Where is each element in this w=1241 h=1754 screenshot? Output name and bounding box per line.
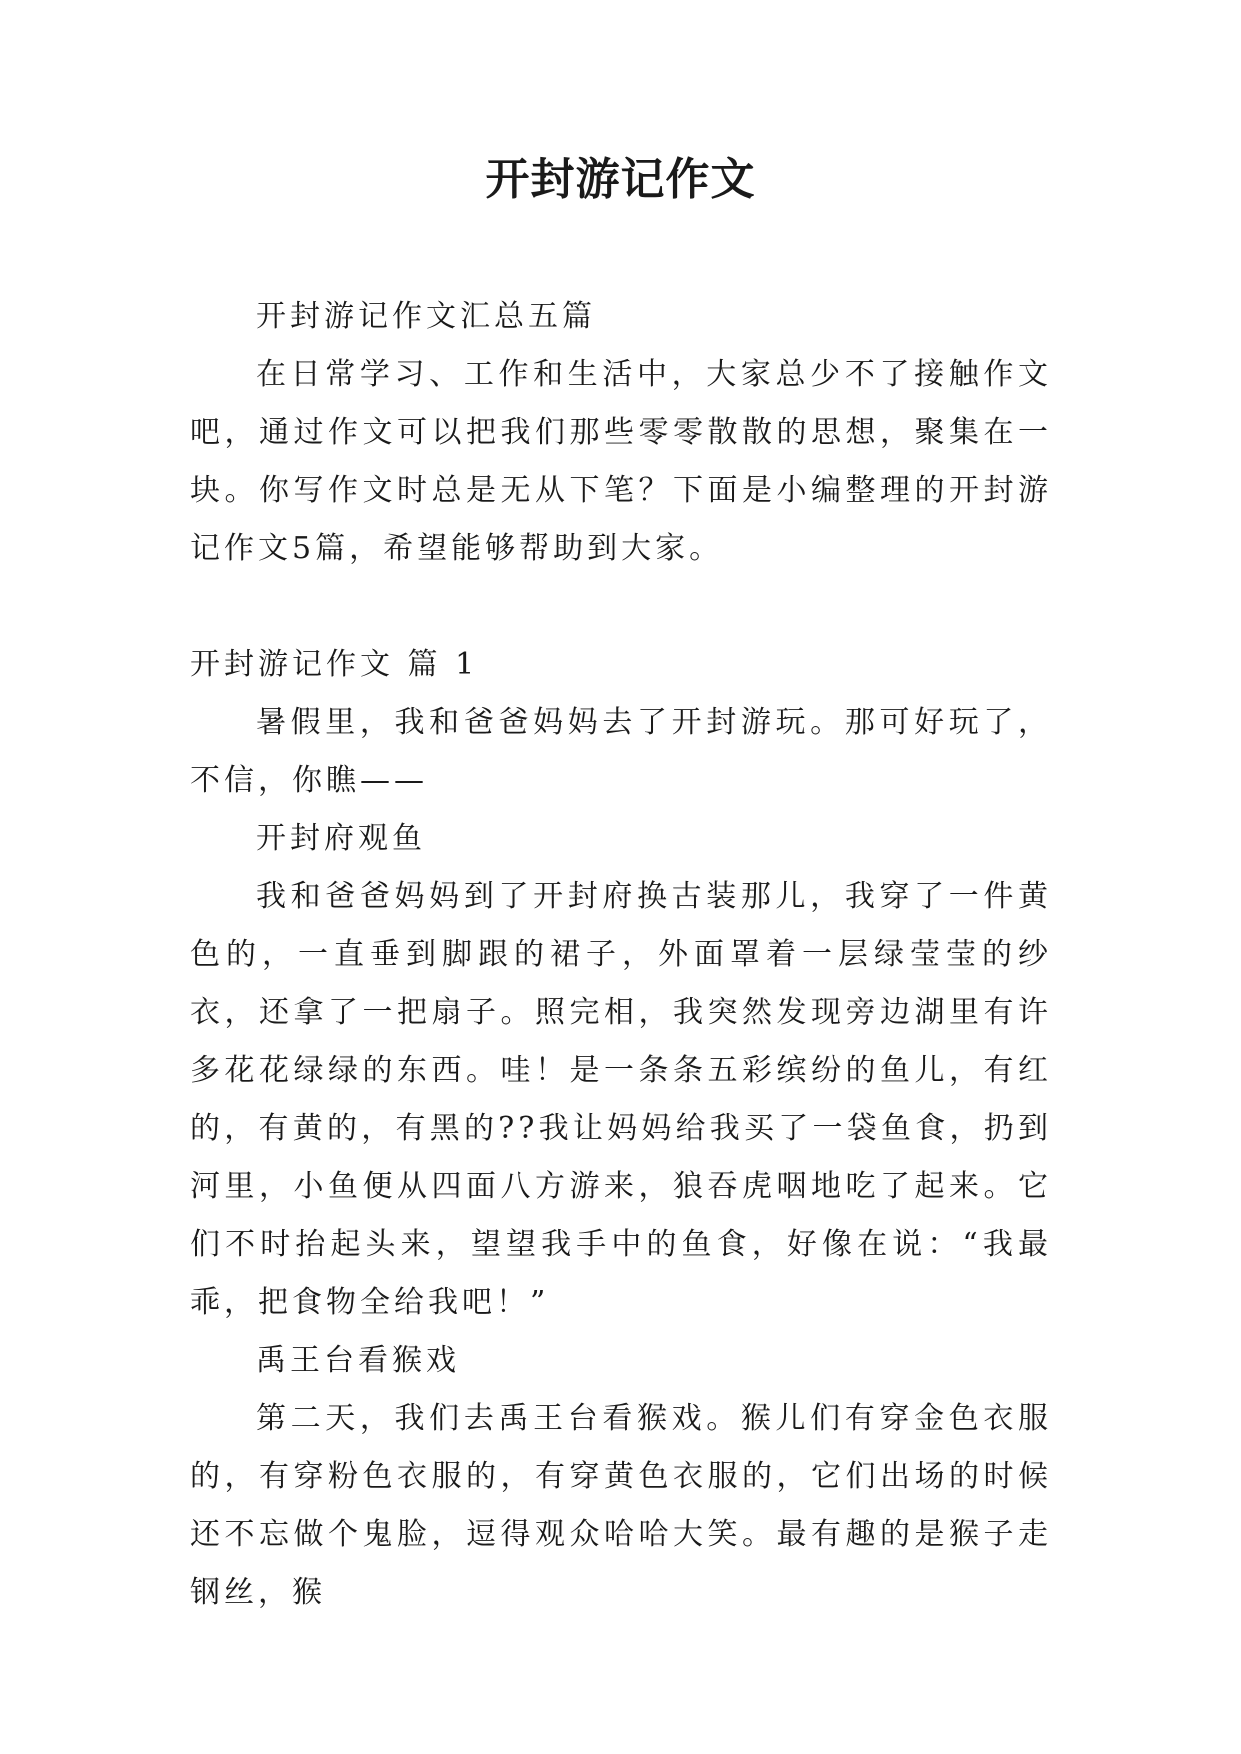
subheading-kaifeng-fish: 开封府观鱼 — [256, 821, 426, 856]
paragraph-summer: 暑假里，我和爸爸妈妈去了开封游玩。那可好玩了，不信，你瞧—— — [190, 705, 1052, 798]
document-title: 开封游记作文 — [485, 154, 756, 205]
document-body — [190, 288, 1052, 1622]
subheading-monkey-show: 禹王台看猴戏 — [256, 1343, 460, 1378]
paragraph-fish: 我和爸爸妈妈到了开封府换古装那儿，我穿了一件黄色的，一直垂到脚跟的裙子，外面罩着一层绿莹莹的纱衣，还拿了一把扇子。照完相，我突然发现旁边湖里有许多花花绿绿的东西。哇！是一条条五彩缤纷的鱼儿，有红的，有黄的，有黑的??我让妈妈给我买了一袋鱼食，扔到河里，小鱼便从四面八方游来，狼吞虎咽地吃了起来。它们不时抬起头来，望望我手中的鱼食，好像在说：“我最乖，把食物全给我吧！” — [190, 879, 1052, 1320]
section-heading-1: 开封游记作文 篇 1 — [190, 647, 479, 682]
summary-heading: 开封游记作文汇总五篇 — [256, 299, 596, 334]
intro-paragraph: 在日常学习、工作和生活中，大家总少不了接触作文吧，通过作文可以把我们那些零零散散的思想，聚集在一块。你写作文时总是无从下笔？下面是小编整理的开封游记作文5篇，希望能够帮助到大家。 — [190, 357, 1052, 566]
paragraph-monkey: 第二天，我们去禹王台看猴戏。猴儿们有穿金色衣服的，有穿粉色衣服的，有穿黄色衣服的，它们出场的时候还不忘做个鬼脸，逗得观众哈哈大笑。最有趣的是猴子走钢丝，猴 — [190, 1401, 1052, 1610]
section-spacer — [190, 578, 1052, 636]
